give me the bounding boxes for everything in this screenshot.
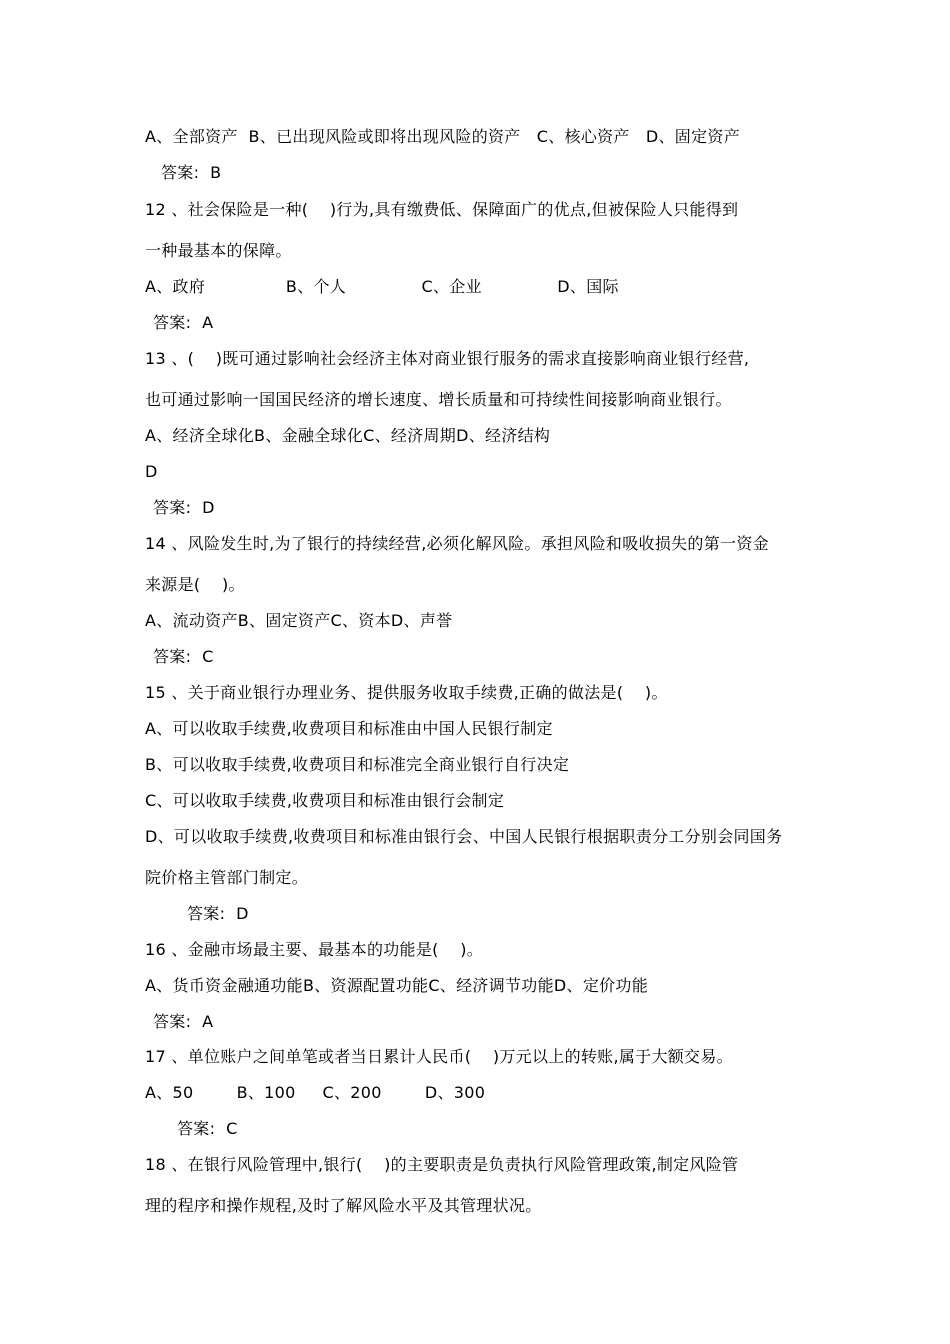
q11-options: A、全部资产 B、已出现风险或即将出现风险的资产 C、核心资产 D、固定资产 [145, 127, 741, 146]
q16-stem: 16 、金融市场最主要、最基本的功能是( )。 [145, 940, 484, 959]
q12-answer: 答案: A [153, 313, 214, 332]
q15-option-c: C、可以收取手续费,收费项目和标准由银行会制定 [145, 791, 505, 810]
q12-stem-line2: 一种最基本的保障。 [145, 241, 292, 260]
q13-stem-line1: 13 、( )既可通过影响社会经济主体对商业银行服务的需求直接影响商业银行经营, [145, 349, 750, 368]
q17-stem: 17 、单位账户之间单笔或者当日累计人民币( )万元以上的转账,属于大额交易。 [145, 1047, 733, 1066]
q15-stem: 15 、关于商业银行办理业务、提供服务收取手续费,正确的做法是( )。 [145, 683, 668, 702]
q18-stem-line2: 理的程序和操作规程,及时了解风险水平及其管理状况。 [145, 1196, 542, 1215]
q14-stem-line1: 14 、风险发生时,为了银行的持续经营,必须化解风险。承担风险和吸收损失的第一资金 [145, 534, 769, 553]
q11-answer: 答案: B [161, 163, 222, 182]
q15-answer: 答案: D [187, 904, 249, 923]
q13-options: A、经济全球化B、金融全球化C、经济周期D、经济结构 [145, 426, 551, 445]
q15-option-b: B、可以收取手续费,收费项目和标准完全商业银行自行决定 [145, 755, 570, 774]
q16-options: A、货币资金融通功能B、资源配置功能C、经济调节功能D、定价功能 [145, 976, 649, 995]
q14-answer: 答案: C [153, 647, 214, 666]
q17-answer: 答案: C [177, 1119, 238, 1138]
q12-options: A、政府 B、个人 C、企业 D、国际 [145, 277, 619, 296]
q13-extra: D [145, 462, 158, 481]
q13-answer: 答案: D [153, 498, 215, 517]
q15-option-d-line1: D、可以收取手续费,收费项目和标准由银行会、中国人民银行根据职责分工分别会同国务 [145, 827, 783, 846]
q17-options: A、50 B、100 C、200 D、300 [145, 1083, 486, 1102]
q15-option-d-line2: 院价格主管部门制定。 [145, 868, 309, 887]
q12-stem-line1: 12 、社会保险是一种( )行为,具有缴费低、保障面广的优点,但被保险人只能得到 [145, 200, 739, 219]
q14-options: A、流动资产B、固定资产C、资本D、声誉 [145, 611, 453, 630]
q18-stem-line1: 18 、在银行风险管理中,银行( )的主要职责是负责执行风险管理政策,制定风险管 [145, 1155, 739, 1174]
q16-answer: 答案: A [153, 1012, 214, 1031]
q15-option-a: A、可以收取手续费,收费项目和标准由中国人民银行制定 [145, 719, 553, 738]
q13-stem-line2: 也可通过影响一国国民经济的增长速度、增长质量和可持续性间接影响商业银行。 [145, 390, 732, 409]
q14-stem-line2: 来源是( )。 [145, 575, 245, 594]
